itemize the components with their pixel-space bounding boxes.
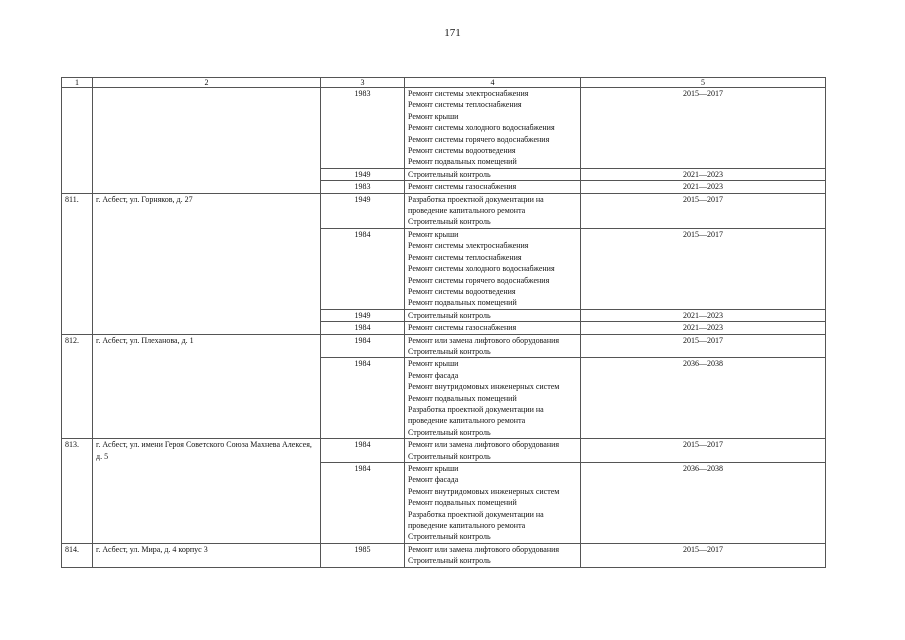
work-item: Ремонт системы горячего водоснабжения (408, 275, 550, 285)
header-row (62, 78, 826, 88)
works-cell (405, 168, 581, 180)
period-cell: 2015—2017 (581, 439, 826, 463)
work-item: Ремонт системы водоотведения (408, 146, 516, 156)
work-item: Ремонт крыши (408, 464, 459, 473)
table-row (62, 88, 826, 169)
year-cell: 1985 (321, 543, 405, 567)
work-item: Ремонт системы газоснабжения (408, 182, 517, 192)
period-cell: 2015—2017 (581, 88, 826, 169)
work-item: Ремонт внутридомовых инженерных систем (408, 486, 560, 496)
works-cell (405, 322, 581, 334)
repair-schedule-table (61, 77, 826, 568)
work-item: Ремонт системы холодного водоснабжения (408, 264, 555, 274)
table-row (62, 334, 826, 358)
page-number: 171 (444, 27, 461, 39)
work-item: Разработка проектной документации на (408, 194, 544, 204)
work-item: Строительный контроль (408, 346, 491, 356)
work-item: Разработка проектной документации на (408, 509, 544, 519)
year-cell: 1984 (321, 439, 405, 463)
address-cell: г. Асбест, ул. Плеханова, д. 1 (93, 334, 321, 439)
year-cell: 1949 (321, 193, 405, 228)
period-cell: 2015—2017 (581, 228, 826, 309)
work-item: Ремонт крыши (408, 229, 459, 239)
work-item: Ремонт системы газоснабжения (408, 323, 517, 333)
work-item: Ремонт системы горячего водоснабжения (408, 134, 550, 144)
work-item: Ремонт фасада (408, 475, 459, 485)
work-item: Ремонт подвальных помещений (408, 498, 517, 508)
work-item: Ремонт подвальных помещений (408, 157, 517, 167)
work-item: Разработка проектной документации на (408, 404, 544, 414)
works-cell (405, 181, 581, 193)
year-cell: 1949 (321, 168, 405, 180)
work-item: Ремонт крыши (408, 359, 459, 369)
works-cell (405, 334, 581, 358)
address-cell: г. Асбест, ул. Горняков, д. 27 (93, 193, 321, 334)
work-item: Ремонт системы теплоснабжения (408, 252, 522, 262)
year-cell: 1984 (321, 358, 405, 439)
works-cell (405, 309, 581, 321)
work-item: Ремонт системы холодного водоснабжения (408, 123, 555, 133)
table-row (62, 543, 826, 567)
address-cell (93, 88, 321, 194)
column-header: 3 (321, 78, 405, 88)
work-item: Ремонт системы электроснабжения (408, 89, 529, 98)
works-cell (405, 543, 581, 567)
period-cell: 2015—2017 (581, 193, 826, 228)
work-item: Ремонт системы электроснабжения (408, 241, 529, 251)
work-item: Строительный контроль (408, 310, 491, 320)
work-item: Ремонт или замена лифтового оборудования (408, 544, 560, 554)
period-cell: 2021—2023 (581, 322, 826, 334)
table-row (62, 193, 826, 228)
row-number: 813. (62, 439, 93, 544)
year-cell: 1983 (321, 88, 405, 169)
year-cell: 1984 (321, 322, 405, 334)
works-cell (405, 88, 581, 169)
work-item: проведение капитального ремонта (408, 206, 526, 216)
row-number (62, 88, 93, 194)
work-item: Ремонт фасада (408, 370, 459, 380)
period-cell: 2015—2017 (581, 334, 826, 358)
year-cell: 1983 (321, 181, 405, 193)
address-cell: г. Асбест, ул. имени Героя Советского Союза Махнева Алексея, д. 5 (93, 439, 321, 544)
works-cell (405, 358, 581, 439)
column-header: 4 (405, 78, 581, 88)
work-item: Ремонт системы водоотведения (408, 286, 516, 296)
work-item: Строительный контроль (408, 451, 491, 461)
column-header: 2 (93, 78, 321, 88)
works-cell (405, 193, 581, 228)
work-item: Строительный контроль (408, 427, 491, 437)
column-header: 1 (62, 78, 93, 88)
works-cell (405, 439, 581, 463)
work-item: Ремонт или замена лифтового оборудования (408, 335, 560, 345)
year-cell: 1984 (321, 334, 405, 358)
work-item: Строительный контроль (408, 169, 491, 179)
year-cell: 1984 (321, 228, 405, 309)
year-cell: 1984 (321, 463, 405, 544)
row-number: 814. (62, 543, 93, 567)
work-item: Ремонт подвальных помещений (408, 298, 517, 308)
works-cell (405, 463, 581, 544)
work-item: Строительный контроль (408, 217, 491, 227)
work-item: Ремонт крыши (408, 111, 459, 121)
table-row (62, 439, 826, 463)
work-item: Ремонт системы теплоснабжения (408, 100, 522, 110)
work-item: Ремонт или замена лифтового оборудования (408, 440, 560, 450)
works-cell (405, 228, 581, 309)
column-header: 5 (581, 78, 826, 88)
work-item: Ремонт внутридомовых инженерных систем (408, 382, 560, 392)
work-item: Строительный контроль (408, 532, 491, 542)
address-cell: г. Асбест, ул. Мира, д. 4 корпус 3 (93, 543, 321, 567)
period-cell: 2036—2038 (581, 463, 826, 544)
year-cell: 1949 (321, 309, 405, 321)
period-cell: 2021—2023 (581, 168, 826, 180)
period-cell: 2036—2038 (581, 358, 826, 439)
work-item: Строительный контроль (408, 556, 491, 566)
row-number: 811. (62, 193, 93, 334)
row-number: 812. (62, 334, 93, 439)
period-cell: 2015—2017 (581, 543, 826, 567)
work-item: проведение капитального ремонта (408, 416, 526, 426)
work-item: Ремонт подвальных помещений (408, 393, 517, 403)
period-cell: 2021—2023 (581, 309, 826, 321)
period-cell: 2021—2023 (581, 181, 826, 193)
work-item: проведение капитального ремонта (408, 521, 526, 531)
